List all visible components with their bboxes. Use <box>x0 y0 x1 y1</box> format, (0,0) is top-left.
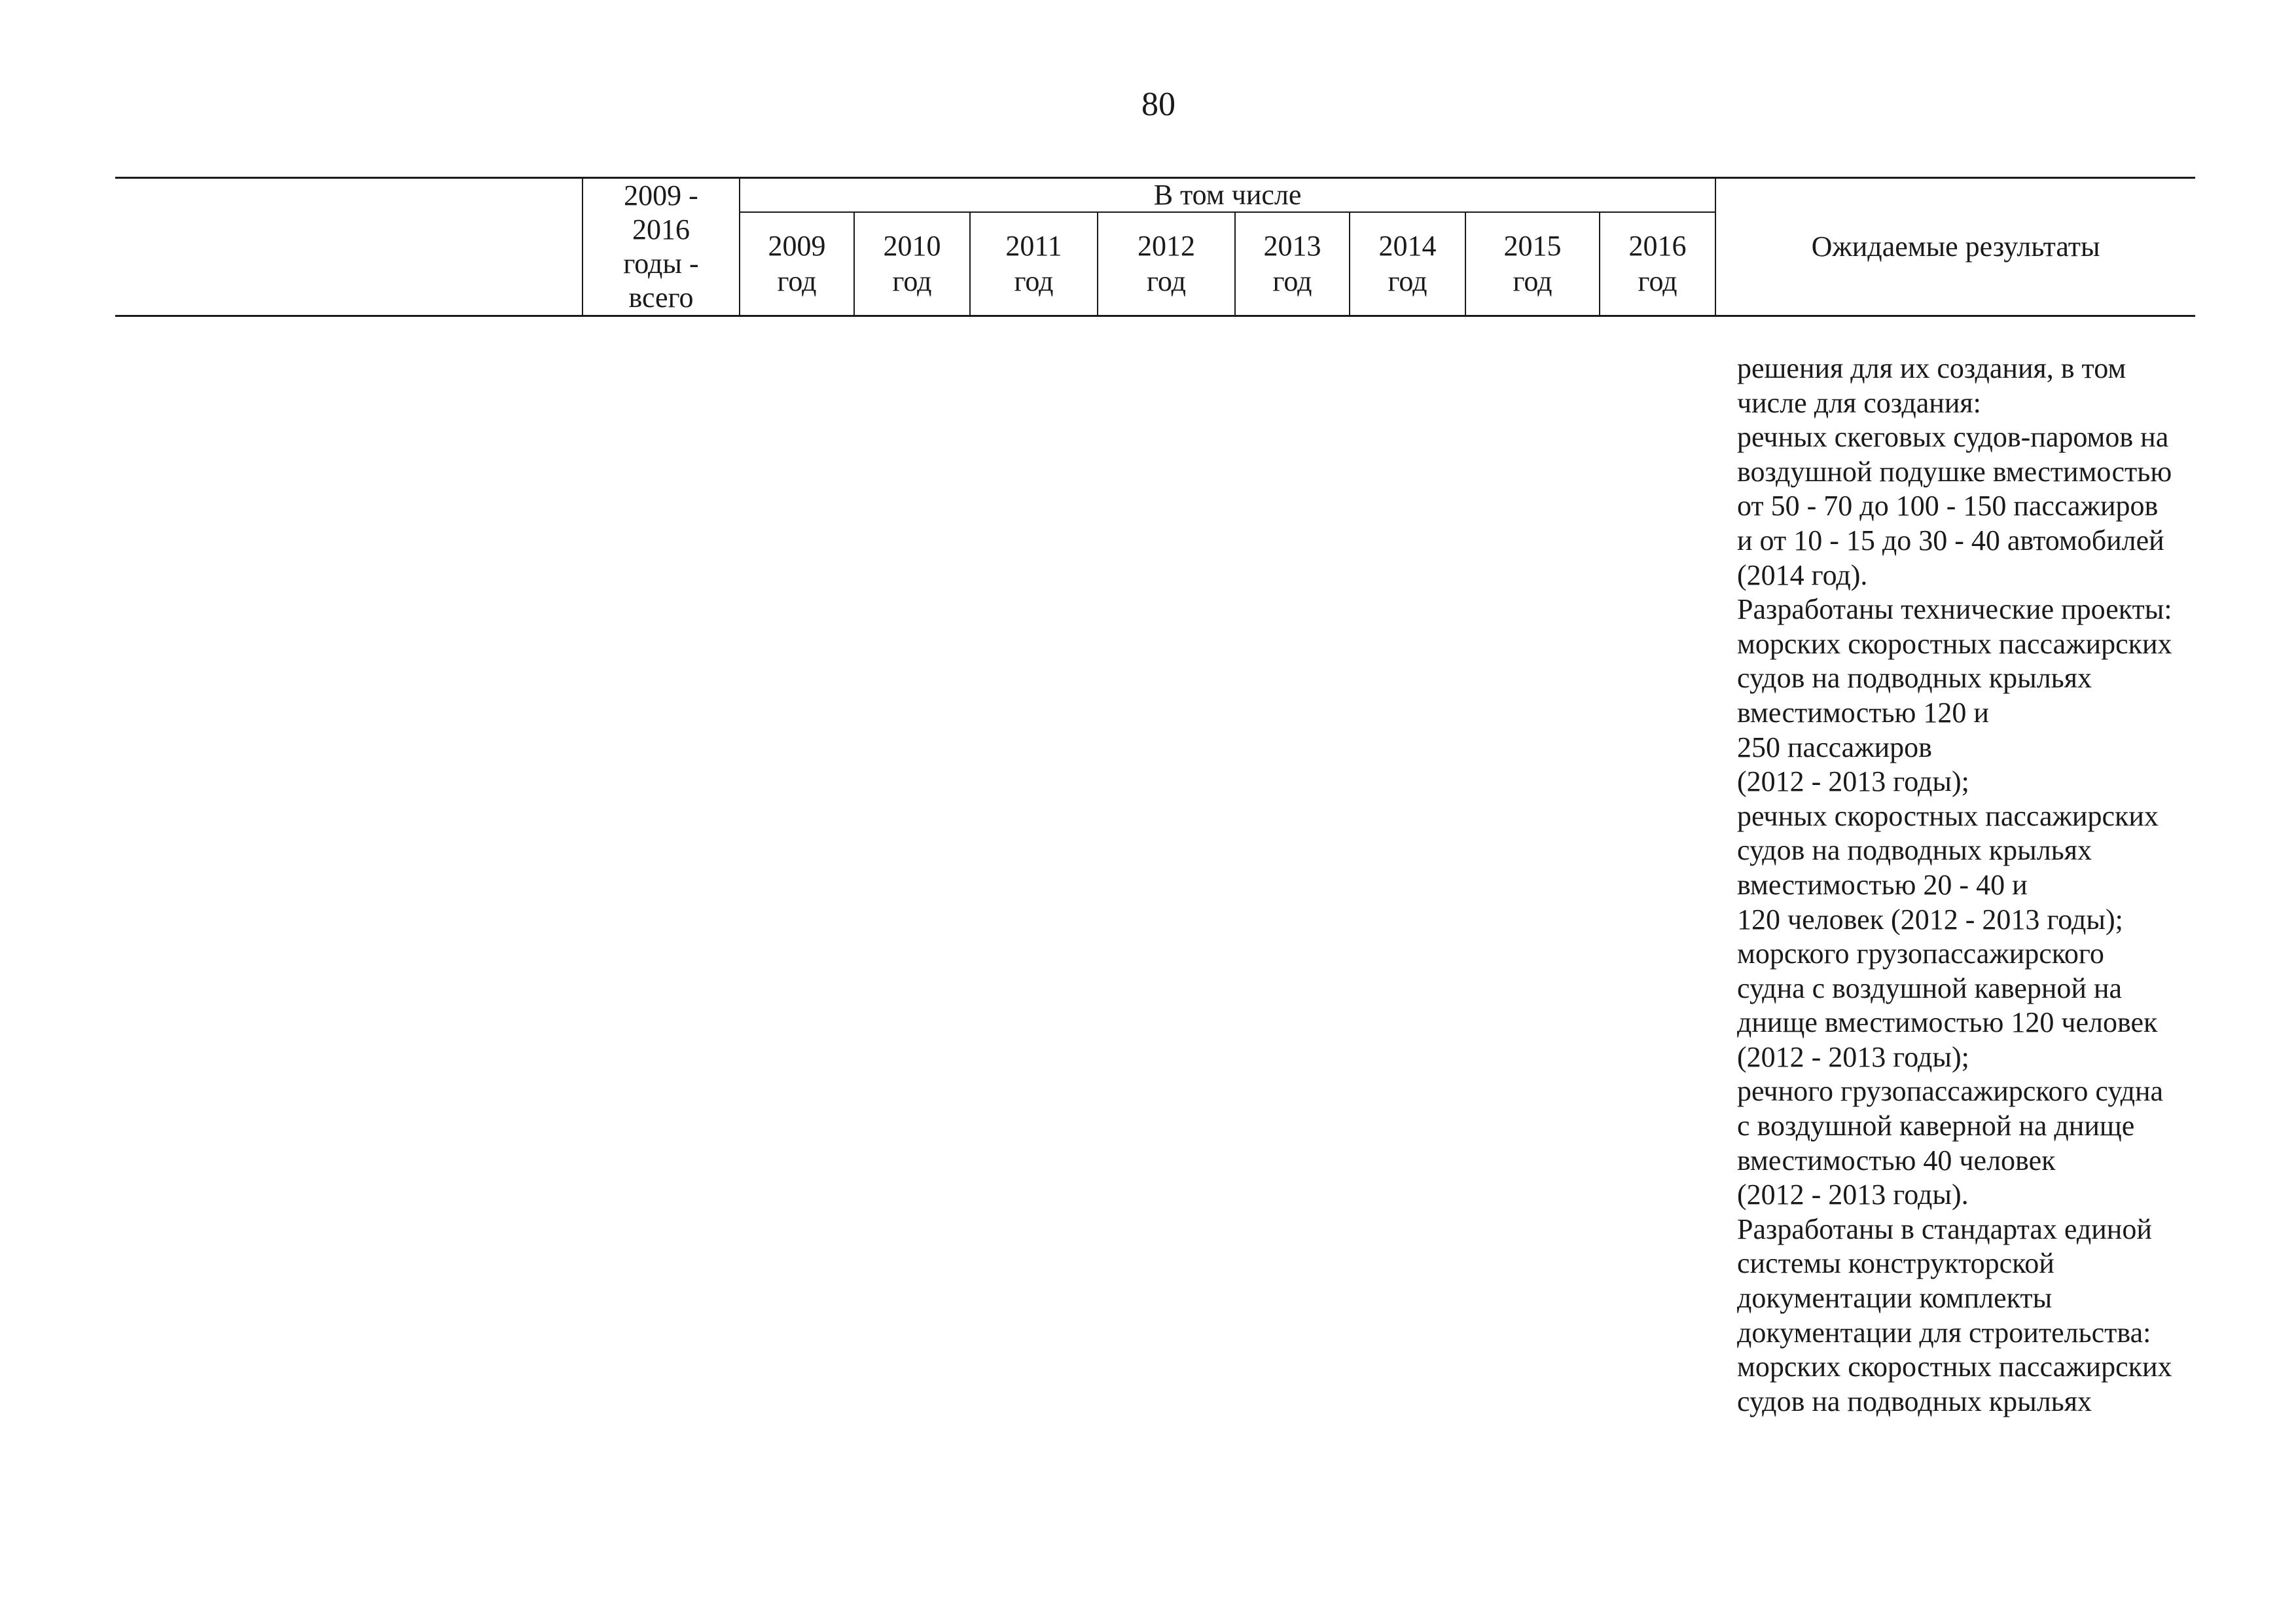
group-header-cell <box>740 178 1715 213</box>
results-line: судов на подводных крыльях <box>1737 834 2092 867</box>
results-line: Разработаны в стандартах единой <box>1737 1213 2152 1245</box>
group-label: В том числе <box>1153 179 1302 211</box>
results-line: речных скоростных пассажирских <box>1737 799 2159 832</box>
total-label-line: годы - <box>623 247 699 280</box>
total-label-line: 2009 - <box>624 179 698 211</box>
year-cell <box>854 212 970 316</box>
results-line: судов на подводных крыльях <box>1737 662 2092 695</box>
header-total-cell <box>583 178 740 316</box>
results-label: Ожидаемые результаты <box>1811 230 2100 263</box>
year-cell <box>740 212 854 316</box>
results-line: 250 пассажиров <box>1737 731 1932 763</box>
results-line: с воздушной каверной на днище <box>1737 1110 2135 1142</box>
results-line: системы конструкторской <box>1737 1247 2054 1280</box>
year-unit: год <box>1272 265 1312 297</box>
results-line: (2012 - 2013 годы); <box>1737 765 1969 798</box>
results-line: морского грузопассажирского <box>1737 938 2104 970</box>
year-unit: год <box>1146 265 1187 297</box>
year-cell <box>1600 212 1715 316</box>
year-unit: год <box>777 265 817 297</box>
year-label: 2014 <box>1378 230 1437 262</box>
total-label-line: всего <box>628 282 694 314</box>
year-cell <box>1235 212 1350 316</box>
results-line: вместимостью 20 - 40 и <box>1737 868 2028 901</box>
year-cell <box>1465 212 1600 316</box>
results-line: (2012 - 2013 годы); <box>1737 1040 1969 1073</box>
year-label: 2012 <box>1138 230 1195 262</box>
year-unit: год <box>1638 265 1677 297</box>
year-unit: год <box>892 265 932 297</box>
results-line: (2014 год). <box>1737 558 1868 591</box>
results-line: (2012 - 2013 годы). <box>1737 1178 1969 1211</box>
results-line: документации для строительства: <box>1737 1316 2151 1349</box>
total-label-line: 2016 <box>632 213 690 246</box>
year-label: 2016 <box>1628 230 1687 262</box>
results-line: вместимостью 40 человек <box>1737 1144 2056 1176</box>
year-label: 2015 <box>1503 230 1562 262</box>
results-line: речного грузопассажирского судна <box>1737 1075 2164 1108</box>
header-blank-cell <box>115 178 583 316</box>
year-cell <box>970 212 1098 316</box>
results-line: решения для их создания, в том <box>1737 352 2126 384</box>
year-label: 2009 <box>768 230 826 262</box>
year-unit: год <box>1513 265 1552 297</box>
year-cell <box>1098 212 1235 316</box>
results-line: судна с воздушной каверной на <box>1737 972 2123 1004</box>
results-line: от 50 - 70 до 100 - 150 пассажиров <box>1737 490 2159 522</box>
results-line: днище вместимостью 120 человек <box>1737 1006 2158 1039</box>
year-label: 2010 <box>883 230 941 262</box>
results-line: документации комплекты <box>1737 1282 2053 1315</box>
results-line: и от 10 - 15 до 30 - 40 автомобилей <box>1737 524 2164 556</box>
year-label: 2011 <box>1005 230 1062 262</box>
year-unit: год <box>1388 265 1427 297</box>
results-line: судов на подводных крыльях <box>1737 1385 2092 1417</box>
results-line: воздушной подушке вместимостью <box>1737 455 2172 488</box>
year-unit: год <box>1014 265 1054 297</box>
expected-results-text <box>1737 352 2208 1419</box>
results-line: морских скоростных пассажирских <box>1737 627 2172 660</box>
results-line: речных скеговых судов-паромов на <box>1737 421 2169 454</box>
results-line: 120 человек (2012 - 2013 годы); <box>1737 903 2123 936</box>
results-line: Разработаны технические проекты: <box>1737 593 2172 626</box>
table-header <box>115 177 2195 317</box>
results-line: числе для создания: <box>1737 386 1981 419</box>
page-number: 80 <box>1141 86 1175 123</box>
year-cell <box>1350 212 1465 316</box>
results-header-cell <box>1715 178 2195 316</box>
results-line: вместимостью 120 и <box>1737 696 1989 729</box>
results-line: морских скоростных пассажирских <box>1737 1351 2172 1383</box>
year-label: 2013 <box>1263 230 1321 262</box>
